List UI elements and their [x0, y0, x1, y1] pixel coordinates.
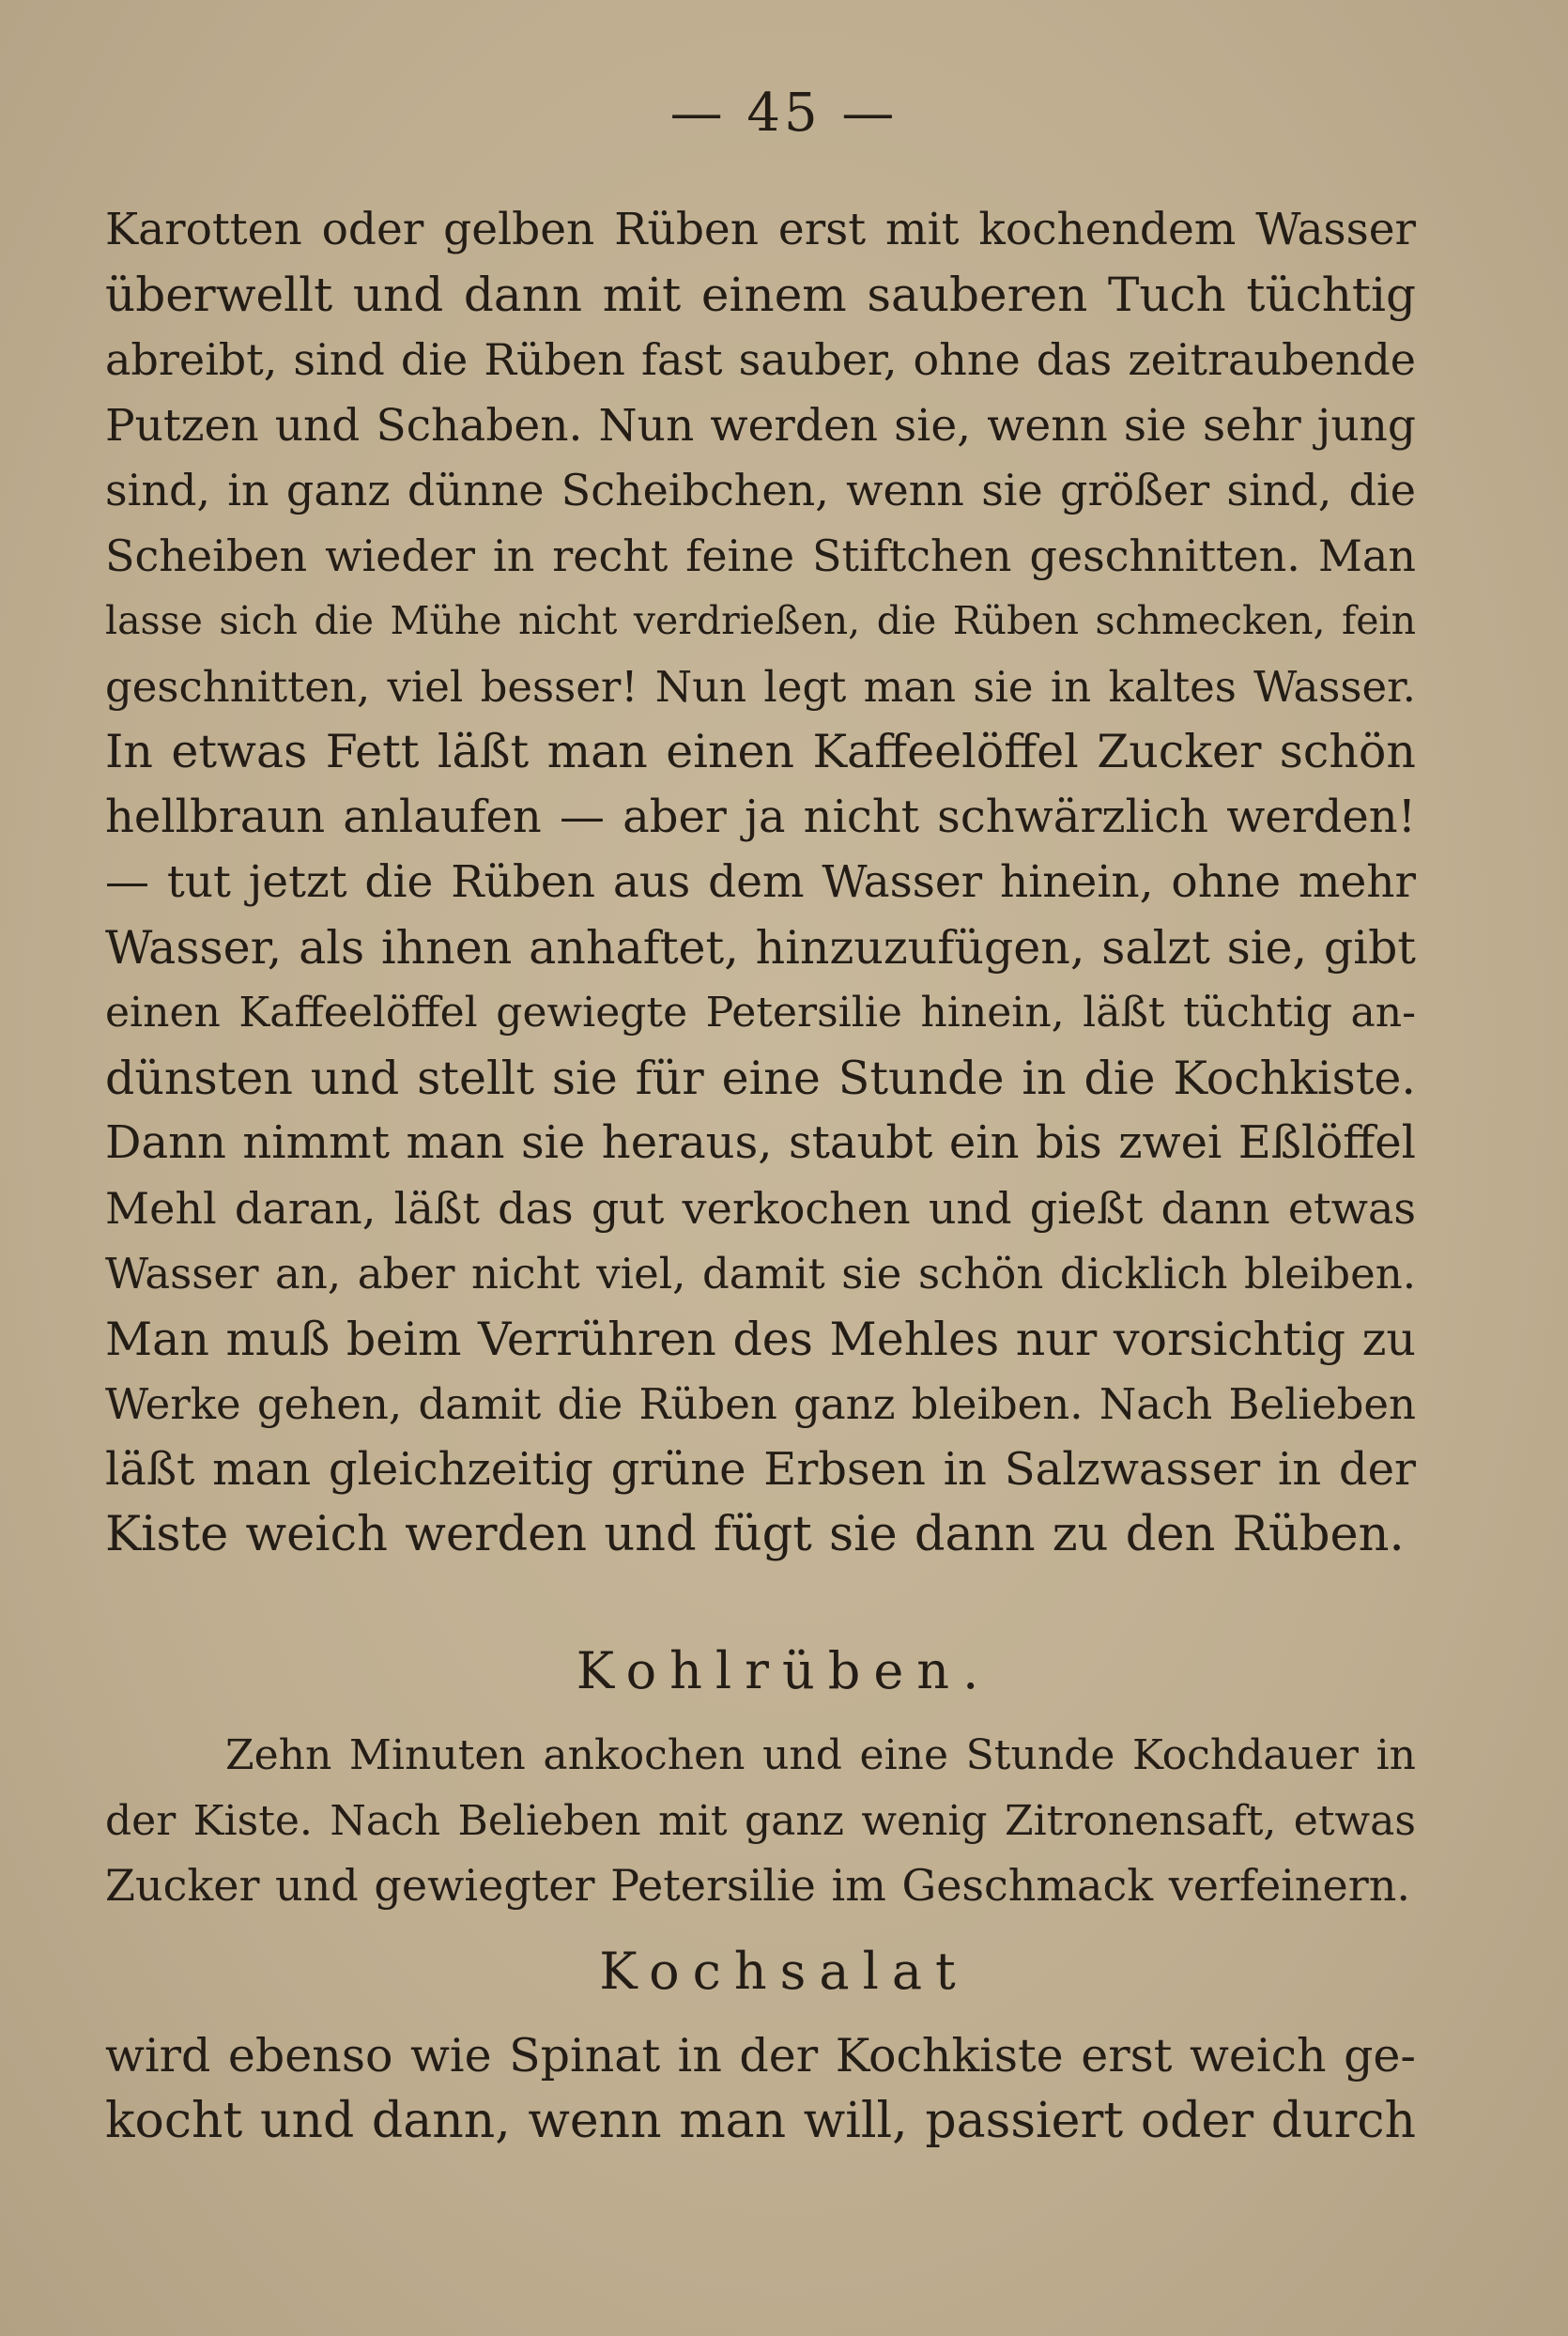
text-line: Zehn Minuten ankochen und eine Stunde Kochdauer in — [225, 1731, 1416, 1779]
heading-kochsalat: Kochsalat — [599, 1942, 969, 2001]
text-line: Wasser, als ihnen anhaftet, hinzuzufügen, salzt sie, gibt — [105, 920, 1416, 975]
text-line: geschnitten, viel besser! Nun legt man sie in kaltes Wasser. — [105, 661, 1416, 712]
text-line: In etwas Fett läßt man einen Kaffeelöffel Zucker schön — [105, 725, 1416, 778]
text-line: Wasser an, aber nicht viel, damit sie schön dicklich bleiben. — [105, 1249, 1416, 1299]
text-line: Putzen und Schaben. Nun werden sie, wenn sie sehr jung — [105, 399, 1416, 452]
text-line: Mehl daran, läßt das gut verkochen und gießt dann etwas — [105, 1182, 1416, 1234]
text-line: wird ebenso wie Spinat in der Kochkiste erst weich ge- — [105, 2029, 1416, 2082]
heading-kohlrueben: Kohlrüben. — [576, 1641, 992, 1700]
text-line: abreibt, sind die Rüben fast sauber, ohne das zeitraubende — [105, 334, 1416, 385]
text-line: Zucker und gewiegter Petersilie im Geschmack verfeinern. — [105, 1860, 1410, 1911]
text-line: lasse sich die Mühe nicht verdrießen, die Rüben schmecken, fein — [105, 598, 1416, 643]
text-line: einen Kaffeelöffel gewiegte Petersilie hinein, läßt tüchtig an- — [105, 989, 1416, 1037]
text-line: sind, in ganz dünne Scheibchen, wenn sie größer sind, die — [105, 465, 1416, 515]
text-line: hellbraun anlaufen — aber ja nicht schwärzlich werden! — [105, 790, 1416, 843]
page-number: — 45 — — [669, 83, 899, 144]
text-line: Kiste weich werden und fügt sie dann zu den Rüben. — [105, 1507, 1405, 1562]
text-line: Scheiben wieder in recht feine Stiftchen geschnitten. Man — [105, 530, 1416, 581]
kochsalat-paragraph — [105, 2023, 1416, 2154]
text-line: läßt man gleichzeitig grüne Erbsen in Salzwasser in der — [105, 1442, 1416, 1496]
text-line: Dann nimmt man sie heraus, staubt ein bis zwei Eßlöffel — [105, 1116, 1416, 1169]
text-line: kocht und dann, wenn man will, passiert oder durch — [105, 2092, 1416, 2149]
text-line: Man muß beim Verrühren des Mehles nur vorsichtig zu — [105, 1312, 1416, 1366]
text-line: — tut jetzt die Rüben aus dem Wasser hinein, ohne mehr — [105, 856, 1416, 908]
text-line: Werke gehen, damit die Rüben ganz bleiben. Nach Belieben — [105, 1379, 1416, 1429]
text-line: dünsten und stellt sie für eine Stunde in die Kochkiste. — [105, 1051, 1416, 1105]
text-line: Karotten oder gelben Rüben erst mit kochendem Wasser — [105, 204, 1416, 255]
carrots-paragraph — [105, 197, 1416, 1568]
text-line: überwellt und dann mit einem sauberen Tuch tüchtig — [105, 267, 1416, 322]
kohlrueben-paragraph — [105, 1723, 1416, 1919]
text-line: der Kiste. Nach Belieben mit ganz wenig Zitronensaft, etwas — [105, 1796, 1416, 1845]
